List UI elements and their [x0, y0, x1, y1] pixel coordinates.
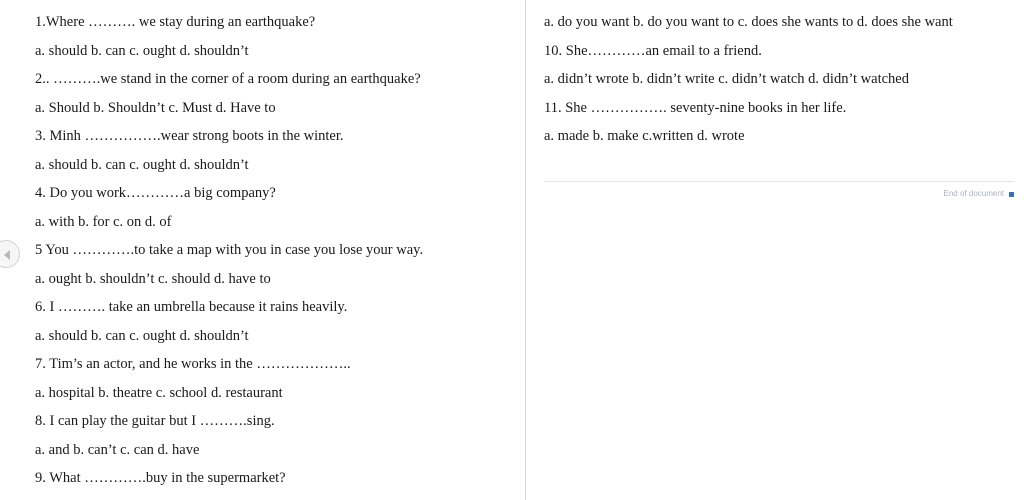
- question-1: 1.Where ………. we stay during an earthquake?: [35, 14, 316, 30]
- end-of-document-rule: [544, 181, 1014, 182]
- question-5: 5 You ………….to take a map with you in case you lose your way.: [35, 242, 424, 258]
- end-of-document-marker: [1009, 192, 1014, 197]
- column-divider: [525, 0, 526, 500]
- question-8-options: a. and b. can’t c. can d. have: [35, 442, 200, 458]
- end-of-document-label: End of document: [943, 189, 1004, 198]
- question-6: 6. I ………. take an umbrella because it rains heavily.: [35, 299, 348, 315]
- question-2-options: a. Should b. Shouldn’t c. Must d. Have to: [35, 100, 276, 116]
- question-9-options: a. do you want b. do you want to c. does she wants to d. does she want: [544, 14, 953, 30]
- question-2: 2.. ……….we stand in the corner of a room during an earthquake?: [35, 71, 421, 87]
- previous-page-button[interactable]: [0, 240, 20, 268]
- question-7-options: a. hospital b. theatre c. school d. restaurant: [35, 385, 283, 401]
- question-11: 11. She ……………. seventy-nine books in her life.: [544, 100, 847, 116]
- question-6-options: a. should b. can c. ought d. shouldn’t: [35, 328, 249, 344]
- question-9: 9. What ………….buy in the supermarket?: [35, 470, 286, 486]
- question-7: 7. Tim’s an actor, and he works in the ………………..: [35, 356, 351, 372]
- question-10-options: a. didn’t wrote b. didn’t write c. didn’t watch d. didn’t watched: [544, 71, 909, 87]
- question-3-options: a. should b. can c. ought d. shouldn’t: [35, 157, 249, 173]
- chevron-left-icon: [4, 250, 10, 260]
- question-4: 4. Do you work…………a big company?: [35, 185, 276, 201]
- question-11-options: a. made b. make c.written d. wrote: [544, 128, 745, 144]
- question-4-options: a. with b. for c. on d. of: [35, 214, 172, 230]
- question-1-options: a. should b. can c. ought d. shouldn’t: [35, 43, 249, 59]
- question-5-options: a. ought b. shouldn’t c. should d. have to: [35, 271, 271, 287]
- question-3: 3. Minh …………….wear strong boots in the winter.: [35, 128, 344, 144]
- question-8: 8. I can play the guitar but I ……….sing.: [35, 413, 275, 429]
- question-10: 10. She…………an email to a friend.: [544, 43, 762, 59]
